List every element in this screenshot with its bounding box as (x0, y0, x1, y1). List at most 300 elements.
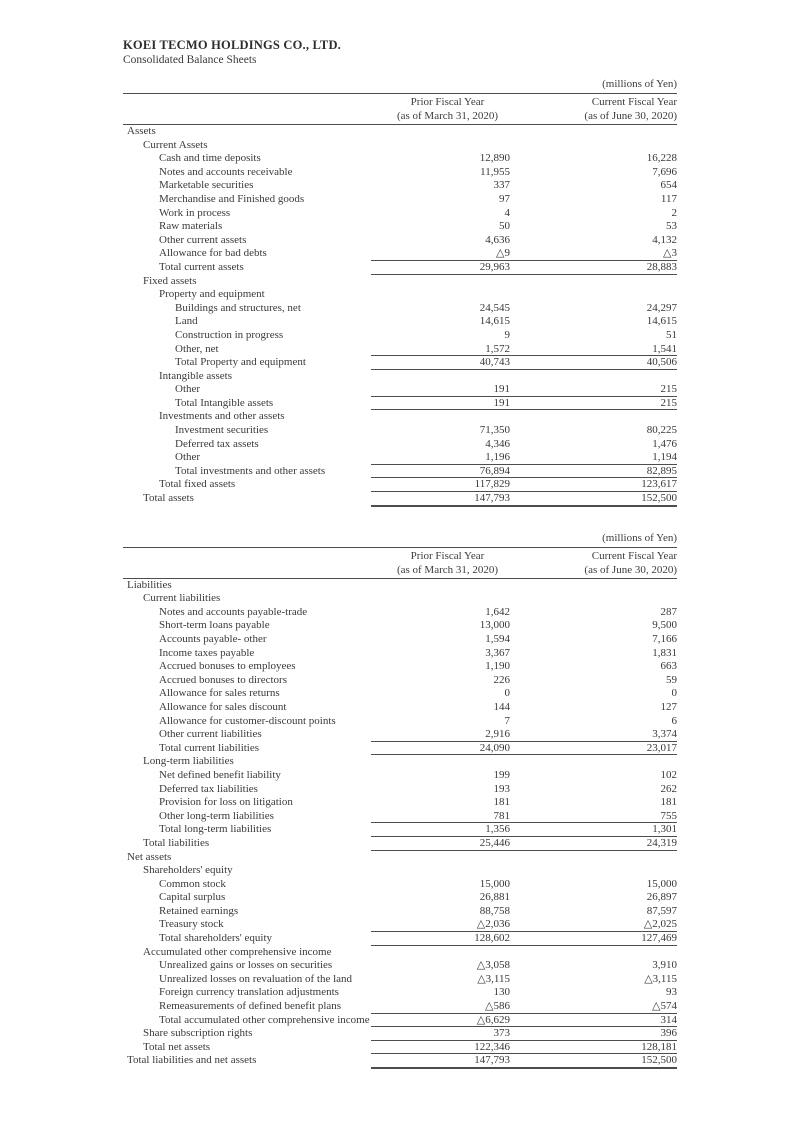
table-row (123, 478, 677, 492)
row-label: Construction in progress (175, 328, 284, 341)
current-value: 7,166 (652, 633, 677, 645)
table-row (123, 179, 677, 193)
table-header (123, 93, 677, 125)
current-value: 314 (660, 1013, 677, 1026)
row-label: Total current liabilities (159, 741, 260, 754)
row-label: Accrued bonuses to employees (159, 660, 296, 673)
row-label: Investment securities (175, 424, 269, 437)
prior-value: 1,572 (485, 342, 510, 355)
unit-label: (millions of Yen) (602, 531, 677, 544)
current-value: 663 (660, 660, 677, 673)
row-label: Total accumulated other comprehensive income (159, 1013, 370, 1026)
row-values (371, 1054, 677, 1068)
prior-value: 88,758 (479, 904, 510, 917)
prior-value: △2,036 (476, 918, 510, 931)
prior-value: △3,058 (476, 959, 510, 972)
row-values (371, 579, 677, 593)
current-value: 287 (660, 605, 677, 618)
row-values (371, 851, 677, 865)
row-label: Total investments and other assets (175, 464, 326, 477)
table-row (123, 302, 677, 316)
row-label: Total Intangible assets (175, 396, 274, 409)
row-values (371, 207, 677, 221)
row-values (371, 986, 677, 1000)
header-spacer (123, 95, 371, 123)
row-label: Common stock (159, 877, 226, 890)
current-value (524, 139, 677, 153)
row-label: Land (175, 315, 198, 328)
row-label: Deferred tax liabilities (159, 782, 258, 795)
row-values (371, 492, 677, 506)
row-values (371, 125, 677, 139)
table-row (123, 492, 677, 506)
prior-value: 14,615 (479, 315, 510, 328)
prior-value: 122,346 (474, 1040, 510, 1053)
row-label: Allowance for sales discount (159, 700, 287, 713)
prior-value: 13,000 (479, 619, 510, 632)
prior-value: 4 (504, 206, 510, 219)
current-value: 3,910 (652, 959, 677, 972)
prior-value (371, 410, 524, 424)
current-value: 51 (666, 328, 677, 341)
row-label: Share subscription rights (143, 1027, 253, 1040)
row-label: Allowance for bad debts (159, 247, 267, 260)
table-row (123, 796, 677, 810)
table-row (123, 959, 677, 973)
current-value: 1,476 (652, 437, 677, 450)
row-values (371, 220, 677, 234)
prior-value: △9 (496, 247, 510, 260)
row-label: Intangible assets (159, 369, 233, 382)
current-value: 127,469 (641, 932, 677, 945)
row-label: Other current liabilities (159, 728, 262, 741)
row-label: Total shareholders' equity (159, 932, 273, 945)
row-values (371, 769, 677, 783)
table-row (123, 220, 677, 234)
row-values (371, 905, 677, 919)
current-value: 93 (666, 986, 677, 999)
row-label: Capital surplus (159, 891, 226, 904)
table-row (123, 424, 677, 438)
current-value: △574 (652, 1000, 677, 1013)
table-row (123, 823, 677, 837)
prior-value: 26,881 (479, 891, 510, 904)
table-row (123, 619, 677, 633)
current-value: 1,831 (652, 646, 677, 659)
row-label: Net defined benefit liability (159, 768, 281, 781)
prior-value: 24,545 (479, 301, 510, 314)
current-value: 7,696 (652, 165, 677, 178)
current-fiscal-year-title: Current Fiscal Year (591, 549, 677, 562)
current-value: 1,301 (652, 823, 677, 836)
row-values (371, 783, 677, 797)
row-label: Unrealized losses on revaluation of the land (159, 972, 353, 985)
company-title: KOEI TECMO HOLDINGS CO., LTD. (123, 38, 342, 52)
prior-value: 97 (499, 192, 510, 205)
current-value: 14,615 (646, 315, 677, 328)
current-value: 127 (660, 700, 677, 713)
current-value: 16,228 (646, 152, 677, 165)
table-row (123, 438, 677, 452)
row-values (371, 424, 677, 438)
table-row (123, 783, 677, 797)
row-label: Total long-term liabilities (159, 823, 272, 836)
row-values (371, 1000, 677, 1014)
row-values (371, 878, 677, 892)
header-spacer (123, 549, 371, 577)
prior-value: 373 (493, 1027, 510, 1040)
prior-value: 76,894 (479, 464, 510, 477)
prior-value (371, 592, 524, 606)
row-values (371, 619, 677, 633)
row-values (371, 687, 677, 701)
row-values (371, 959, 677, 973)
row-label: Remeasurements of defined benefit plans (159, 1000, 342, 1013)
current-value: 15,000 (646, 877, 677, 890)
row-label: Unrealized gains or losses on securities (159, 959, 333, 972)
table-row (123, 152, 677, 166)
prior-value: 191 (493, 396, 510, 409)
current-value: 3,374 (652, 728, 677, 741)
unit-label: (millions of Yen) (602, 78, 677, 90)
prior-fiscal-year-date: (as of March 31, 2020) (396, 563, 499, 576)
row-values (371, 288, 677, 302)
row-label: Fixed assets (143, 274, 197, 287)
table-row (123, 247, 677, 261)
row-values (371, 647, 677, 661)
current-value (524, 946, 677, 960)
row-label: Total fixed assets (159, 478, 236, 491)
prior-value: 25,446 (479, 836, 510, 849)
row-values (371, 864, 677, 878)
current-value: 23,017 (646, 741, 677, 754)
row-values (371, 946, 677, 960)
current-fiscal-year-title: Current Fiscal Year (591, 96, 677, 108)
current-value: △2,025 (643, 918, 677, 931)
prior-value: 1,594 (485, 633, 510, 645)
table-row (123, 674, 677, 688)
current-value: 123,617 (641, 478, 677, 491)
row-label: Property and equipment (159, 288, 265, 301)
row-values (371, 275, 677, 289)
document-subtitle: Consolidated Balance Sheets (123, 54, 257, 66)
prior-value: 781 (493, 809, 510, 822)
row-values (371, 1014, 677, 1028)
prior-value: 181 (493, 796, 510, 809)
prior-fiscal-year-title: Prior Fiscal Year (410, 96, 485, 108)
row-label: Marketable securities (159, 179, 254, 192)
table-row (123, 125, 677, 139)
row-label: Work in process (159, 206, 231, 219)
row-label: Other (175, 451, 201, 464)
table-row (123, 755, 677, 769)
liabilities-net-assets-table (123, 532, 677, 1068)
current-value: 24,297 (646, 301, 677, 314)
current-value: 215 (660, 383, 677, 396)
current-value (524, 851, 677, 865)
row-values (371, 410, 677, 424)
row-label: Short-term loans payable (159, 619, 270, 632)
row-label: Total liabilities and net assets (127, 1054, 257, 1067)
table-row (123, 451, 677, 465)
table-row (123, 878, 677, 892)
table-row (123, 851, 677, 865)
row-label: Other, net (175, 342, 219, 355)
row-label: Cash and time deposits (159, 152, 261, 165)
prior-value: 40,743 (479, 356, 510, 369)
row-values (371, 592, 677, 606)
row-label: Accumulated other comprehensive income (143, 945, 332, 958)
table-row (123, 837, 677, 851)
current-fiscal-year-header (524, 95, 677, 123)
table-row (123, 932, 677, 946)
current-value (524, 370, 677, 384)
current-value: 59 (666, 673, 677, 686)
row-values (371, 451, 677, 465)
current-value: 102 (660, 768, 677, 781)
row-values (371, 823, 677, 837)
row-values (371, 728, 677, 742)
table-row (123, 207, 677, 221)
current-value: 1,194 (652, 451, 677, 464)
row-values (371, 606, 677, 620)
prior-fiscal-year-header (371, 95, 524, 123)
prior-value: 3,367 (485, 646, 510, 659)
current-value: 28,883 (646, 260, 677, 273)
row-label: Current liabilities (143, 592, 221, 605)
prior-value: 71,350 (479, 424, 510, 437)
row-values (371, 674, 677, 688)
table-row (123, 370, 677, 384)
row-label: Total liabilities (143, 836, 210, 849)
prior-fiscal-year-date: (as of March 31, 2020) (396, 110, 499, 122)
row-values (371, 383, 677, 397)
prior-value (371, 579, 524, 593)
prior-value: 12,890 (479, 152, 510, 165)
table-row (123, 315, 677, 329)
current-value: 82,895 (646, 464, 677, 477)
table-row (123, 397, 677, 411)
current-value: 2 (671, 206, 677, 219)
current-fiscal-year-date: (as of June 30, 2020) (584, 110, 677, 122)
row-label: Retained earnings (159, 904, 239, 917)
row-values (371, 139, 677, 153)
row-label: Assets (127, 125, 156, 137)
table-row (123, 728, 677, 742)
table-row (123, 986, 677, 1000)
row-label: Allowance for customer-discount points (159, 714, 336, 727)
row-label: Current Assets (143, 138, 208, 151)
row-values (371, 796, 677, 810)
row-values (371, 742, 677, 756)
prior-value: 50 (499, 220, 510, 233)
table-row (123, 1054, 677, 1068)
current-value: 24,319 (646, 836, 677, 849)
row-values (371, 315, 677, 329)
prior-value (371, 851, 524, 865)
row-label: Net assets (127, 850, 172, 863)
table-row (123, 356, 677, 370)
row-values (371, 891, 677, 905)
row-values (371, 715, 677, 729)
prior-value: 130 (493, 986, 510, 999)
current-value (524, 410, 677, 424)
row-values (371, 465, 677, 479)
current-value (524, 288, 677, 302)
row-values (371, 478, 677, 492)
table-row (123, 1000, 677, 1014)
table-row (123, 465, 677, 479)
assets-table-body (123, 125, 677, 506)
prior-value: 147,793 (474, 1054, 510, 1067)
current-value: 53 (666, 220, 677, 233)
prior-value: 11,955 (480, 165, 510, 178)
row-values (371, 397, 677, 411)
row-label: Total Property and equipment (175, 356, 306, 369)
prior-value: 0 (504, 687, 510, 700)
prior-value (371, 864, 524, 878)
prior-value: △6,629 (476, 1013, 510, 1026)
current-value: 152,500 (641, 1054, 677, 1067)
prior-value: △3,115 (477, 972, 510, 985)
current-value (524, 592, 677, 606)
prior-value: 29,963 (479, 260, 510, 273)
row-values (371, 234, 677, 248)
row-values (371, 356, 677, 370)
current-value: 128,181 (641, 1040, 677, 1053)
current-value: △3,115 (644, 972, 677, 985)
row-values (371, 343, 677, 357)
row-values (371, 302, 677, 316)
prior-value: 15,000 (479, 877, 510, 890)
table-row (123, 687, 677, 701)
prior-value: 199 (493, 768, 510, 781)
prior-fiscal-year-title: Prior Fiscal Year (410, 549, 485, 562)
table-row (123, 905, 677, 919)
prior-value (371, 275, 524, 289)
current-value: 26,897 (646, 891, 677, 904)
row-label: Other current assets (159, 233, 247, 246)
table-row (123, 234, 677, 248)
table-row (123, 973, 677, 987)
row-label: Other (175, 383, 201, 396)
row-label: Allowance for sales returns (159, 687, 280, 700)
prior-value: 191 (493, 383, 510, 396)
table-row (123, 139, 677, 153)
prior-fiscal-year-header (371, 549, 524, 577)
prior-value: 7 (504, 714, 510, 727)
current-value: 1,541 (652, 342, 677, 355)
row-label: Deferred tax assets (175, 437, 259, 450)
table-row (123, 275, 677, 289)
table-row (123, 193, 677, 207)
row-values (371, 247, 677, 261)
prior-value: 1,356 (485, 823, 510, 836)
table-row (123, 261, 677, 275)
row-label: Total assets (143, 492, 194, 505)
prior-value (371, 125, 524, 139)
table-row (123, 579, 677, 593)
current-value (524, 755, 677, 769)
row-values (371, 261, 677, 275)
prior-value: 4,636 (485, 233, 510, 246)
current-value: 40,506 (646, 356, 677, 369)
row-label: Buildings and structures, net (175, 301, 301, 314)
current-value (524, 864, 677, 878)
row-values (371, 329, 677, 343)
table-row (123, 742, 677, 756)
row-label: Income taxes payable (159, 646, 255, 659)
prior-value: 117,829 (474, 478, 510, 491)
row-values (371, 179, 677, 193)
prior-value: 147,793 (474, 492, 510, 505)
table-row (123, 769, 677, 783)
row-label: Total current assets (159, 260, 244, 273)
table-row (123, 660, 677, 674)
row-label: Accrued bonuses to directors (159, 673, 287, 686)
row-values (371, 438, 677, 452)
prior-value: 24,090 (479, 741, 510, 754)
prior-value (371, 946, 524, 960)
row-label: Shareholders' equity (143, 864, 233, 877)
row-label: Foreign currency translation adjustments (159, 986, 339, 999)
table-header (123, 547, 677, 579)
current-value: 80,225 (646, 424, 677, 437)
current-value: 0 (671, 687, 677, 700)
table-row (123, 592, 677, 606)
row-label: Notes and accounts payable-trade (159, 605, 308, 618)
prior-value (371, 288, 524, 302)
prior-value: 193 (493, 782, 510, 795)
row-label: Accounts payable- other (159, 633, 267, 645)
table-row (123, 918, 677, 932)
table-row (123, 383, 677, 397)
prior-value: 2,916 (485, 728, 510, 741)
prior-value: △586 (485, 1000, 510, 1013)
row-values (371, 193, 677, 207)
current-value (524, 275, 677, 289)
row-values (371, 918, 677, 932)
current-value: 755 (660, 809, 677, 822)
table-row (123, 633, 677, 647)
prior-value: 9 (504, 328, 510, 341)
row-values (371, 810, 677, 824)
row-label: Merchandise and Finished goods (159, 192, 305, 205)
prior-value (371, 370, 524, 384)
current-value: 396 (660, 1027, 677, 1040)
table-row (123, 891, 677, 905)
row-values (371, 152, 677, 166)
current-value: 654 (660, 179, 677, 192)
table-row (123, 166, 677, 180)
prior-value: 128,602 (474, 932, 510, 945)
table-row (123, 288, 677, 302)
prior-value: 1,190 (485, 660, 510, 673)
table-row (123, 810, 677, 824)
prior-value: 144 (493, 700, 510, 713)
current-value: 215 (660, 396, 677, 409)
table-row (123, 715, 677, 729)
table-row (123, 701, 677, 715)
current-fiscal-year-header (524, 549, 677, 577)
table-row (123, 410, 677, 424)
table-row (123, 864, 677, 878)
row-values (371, 166, 677, 180)
row-label: Investments and other assets (159, 410, 285, 423)
table-row (123, 606, 677, 620)
table-row (123, 343, 677, 357)
table-row (123, 1041, 677, 1055)
